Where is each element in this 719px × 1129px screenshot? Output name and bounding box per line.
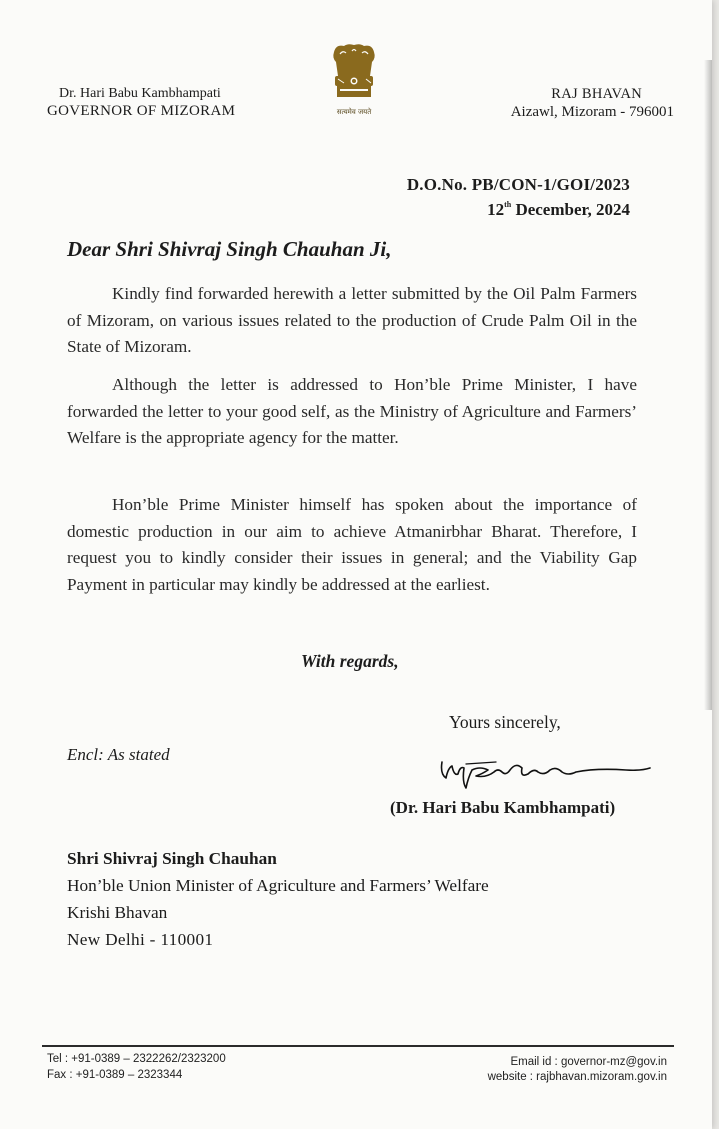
recipient-designation: Hon’ble Union Minister of Agriculture and Farmers’ Welfare (67, 876, 489, 895)
closing-regards: With regards, (301, 651, 399, 671)
recipient-office: Krishi Bhavan (67, 903, 168, 922)
handwritten-signature (436, 748, 656, 796)
recipient-city: New Delhi - 110001 (67, 930, 214, 949)
salutation: Dear Shri Shivraj Singh Chauhan Ji, (67, 237, 392, 261)
sender-name: Dr. Hari Babu Kambhampati (59, 86, 221, 101)
date-suffix: th (504, 200, 512, 209)
footer-divider (42, 1045, 674, 1047)
office-address: Aizawl, Mizoram - 796001 (510, 104, 674, 120)
footer-telephone: Tel : +91-0389 – 2322262/2323200 (47, 1053, 226, 1065)
footer-fax: Fax : +91-0389 – 2323344 (47, 1069, 183, 1081)
body-paragraph-3: Hon’ble Prime Minister himself has spoken about the importance of domestic production in our aim to achieve Atmanirbhar Bharat. Therefore, I request you to kindly consider their issues in general; and the Viability Gap Payment in particular may kindly be addressed at the earliest. (67, 495, 637, 594)
office-name: RAJ BHAVAN (551, 86, 642, 102)
letter-date (487, 200, 630, 220)
footer-email: Email id : governor-mz@gov.in (510, 1056, 667, 1068)
date-month-year: December, 2024 (511, 200, 630, 219)
body-paragraph-2: Although the letter is addressed to Hon’ble Prime Minister, I have forwarded the letter to your good self, as the Ministry of Agriculture and Farmers’ Welfare is the appropriate agency for the matter. (67, 375, 637, 447)
signatory-name: (Dr. Hari Babu Kambhampati) (390, 798, 616, 817)
closing-yours: Yours sincerely, (449, 712, 561, 732)
date-day: 12 (487, 200, 505, 219)
enclosure-note: Encl: As stated (67, 745, 170, 764)
footer-website: website : rajbhavan.mizoram.gov.in (487, 1071, 667, 1083)
page-edge-shadow (704, 60, 712, 710)
sender-title: GOVERNOR OF MIZORAM (47, 103, 236, 119)
reference-number: D.O.No. PB/CON-1/GOI/2023 (406, 175, 630, 194)
national-emblem-icon (326, 42, 382, 120)
emblem-motto: सत्यमेव जयते (336, 108, 372, 116)
recipient-name: Shri Shivraj Singh Chauhan (67, 849, 277, 868)
body-paragraph-1: Kindly find forwarded herewith a letter submitted by the Oil Palm Farmers of Mizoram, on various issues related to the production of Crude Palm Oil in the State of Mizoram. (67, 284, 637, 356)
